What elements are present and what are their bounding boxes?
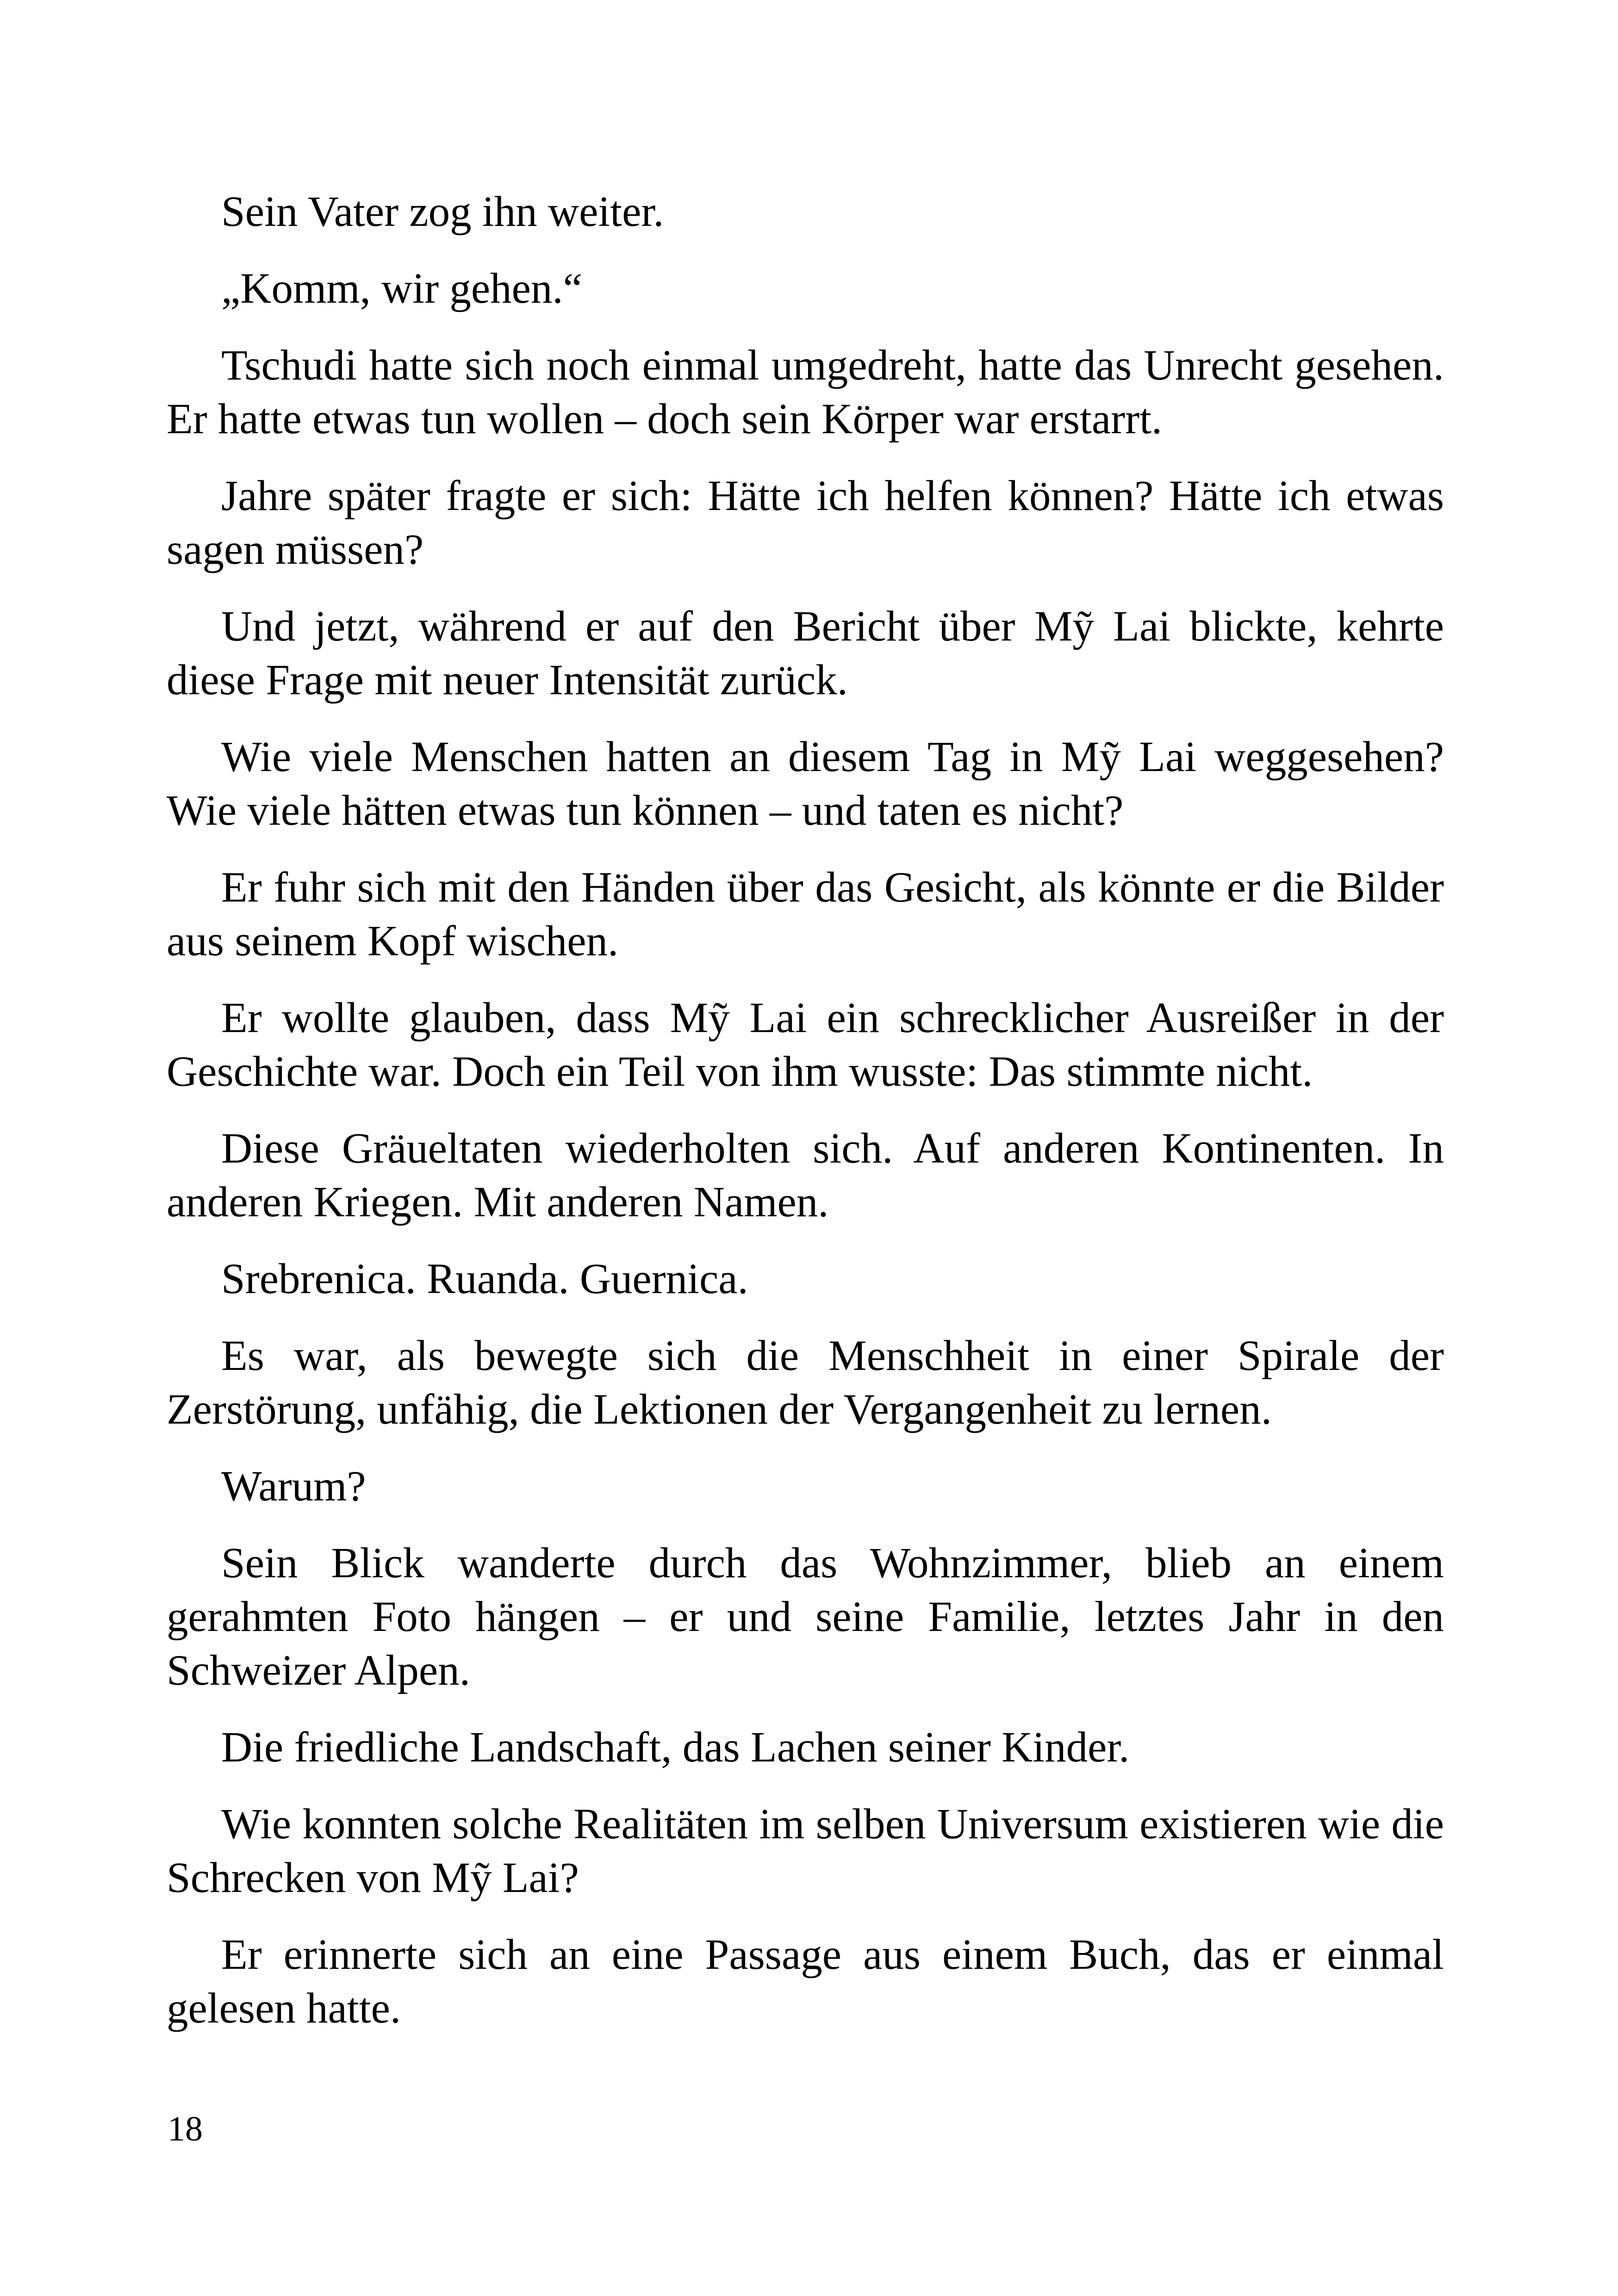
paragraph: „Komm, wir gehen.“ bbox=[221, 265, 582, 312]
paragraph: Tschudi hatte sich noch einmal umgedreht, hatte das Unrecht gesehen. Er hatte etwas tun wollen – doch sein Körper war erstarrt. bbox=[167, 342, 1444, 443]
paragraph: Jahre später fragte er sich: Hätte ich helfen können? Hätte ich etwas sagen müssen? bbox=[167, 472, 1444, 573]
paragraph: Diese Gräueltaten wiederholten sich. Auf anderen Kontinenten. In anderen Kriegen. Mit anderen Namen. bbox=[167, 1125, 1444, 1226]
paragraph: Er wollte glauben, dass Mỹ Lai ein schrecklicher Ausreißer in der Geschichte war. Doch ein Teil von ihm wusste: Das stimmte nicht. bbox=[167, 994, 1444, 1095]
body-text bbox=[167, 185, 1444, 2059]
paragraph: Srebrenica. Ruanda. Guernica. bbox=[221, 1255, 748, 1303]
paragraph: Sein Vater zog ihn weiter. bbox=[221, 188, 664, 236]
paragraph: Die friedliche Landschaft, das Lachen seiner Kinder. bbox=[221, 1724, 1130, 1771]
paragraph: Warum? bbox=[221, 1462, 366, 1510]
paragraph: Wie konnten solche Realitäten im selben Universum existieren wie die Schrecken von Mỹ Lai? bbox=[167, 1800, 1444, 1902]
paragraph: Er fuhr sich mit den Händen über das Gesicht, als könnte er die Bilder aus seinem Kopf wischen. bbox=[167, 864, 1444, 965]
paragraph: Sein Blick wanderte durch das Wohnzimmer, blieb an einem gerahmten Foto hängen – er und seine Familie, letztes Jahr in den Schweizer Alpen. bbox=[167, 1539, 1444, 1694]
paragraph: Es war, als bewegte sich die Menschheit in einer Spirale der Zerstörung, unfähig, die Lektionen der Vergangenheit zu lernen. bbox=[167, 1332, 1444, 1433]
paragraph: Er erinnerte sich an eine Passage aus einem Buch, das er einmal gelesen hatte. bbox=[167, 1931, 1444, 2032]
paragraph: Und jetzt, während er auf den Bericht über Mỹ Lai blickte, kehrte diese Frage mit neuer Intensität zurück. bbox=[167, 603, 1444, 704]
paragraph: Wie viele Menschen hatten an diesem Tag in Mỹ Lai weggesehen? Wie viele hätten etwas tun können – und taten es nicht? bbox=[167, 733, 1444, 834]
page-number: 18 bbox=[168, 2109, 203, 2148]
